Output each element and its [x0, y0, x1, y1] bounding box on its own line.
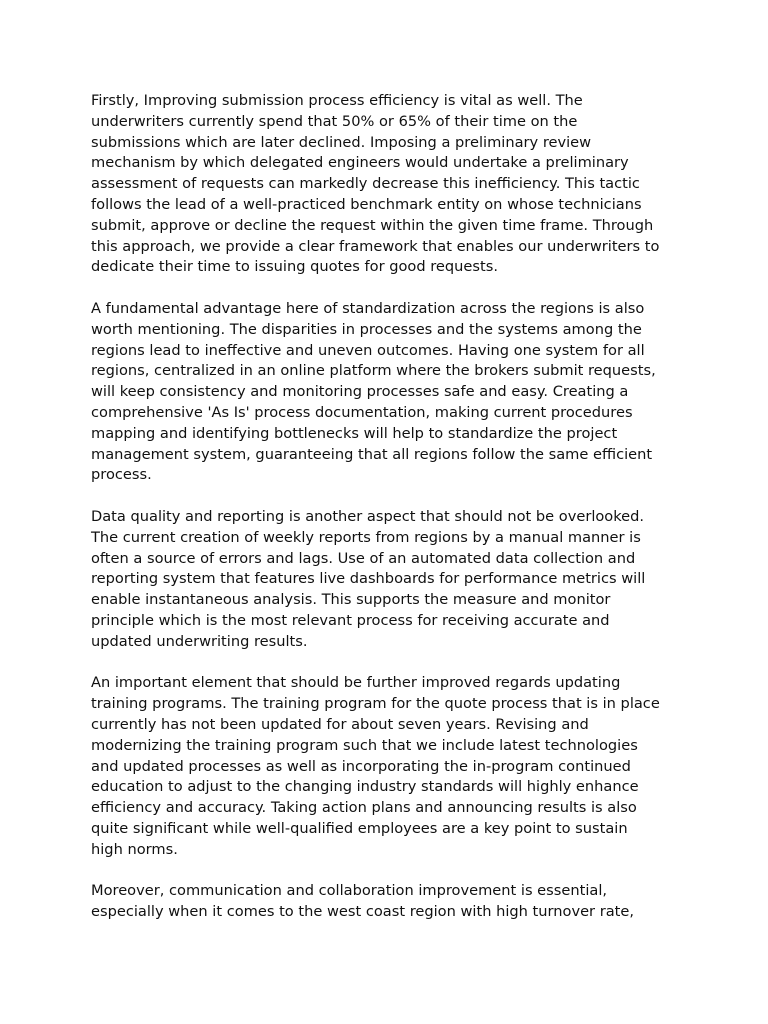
- paragraph-line: Data quality and reporting is another aspect that should not be overlooked.: [91, 507, 645, 525]
- paragraph-line: quite significant while well-qualified employees are a key point to sustain: [91, 819, 628, 837]
- paragraph-line: mapping and identifying bottlenecks will help to standardize the project: [91, 424, 618, 442]
- paragraph-line: often a source of errors and lags. Use of an automated data collection and: [91, 549, 636, 567]
- paragraph-line: comprehensive 'As Is' process documentation, making current procedures: [91, 403, 633, 421]
- paragraph-line: enable instantaneous analysis. This supports the measure and monitor: [91, 591, 611, 609]
- document-body: [91, 91, 681, 944]
- paragraph-line: high norms.: [91, 840, 178, 858]
- paragraph-line: underwriters currently spend that 50% or 65% of their time on the: [91, 112, 578, 130]
- paragraph-submission-efficiency: [91, 91, 681, 278]
- paragraph-line: Moreover, communication and collaboration improvement is essential,: [91, 882, 608, 900]
- paragraph-line: Firstly, Improving submission process efficiency is vital as well. The: [91, 92, 583, 109]
- paragraph-line: management system, guaranteeing that all regions follow the same efficient: [91, 445, 653, 463]
- paragraph-line: worth mentioning. The disparities in processes and the systems among the: [91, 320, 642, 338]
- paragraph-line: currently has not been updated for about seven years. Revising and: [91, 715, 589, 733]
- paragraph-line: regions, centralized in an online platform where the brokers submit requests,: [91, 362, 656, 380]
- paragraph-line: will keep consistency and monitoring processes safe and easy. Creating a: [91, 383, 629, 401]
- paragraph-line: training programs. The training program for the quote process that is in place: [91, 695, 660, 713]
- paragraph-line: A fundamental advantage here of standardization across the regions is also: [91, 299, 645, 317]
- paragraph-training-programs: [91, 673, 681, 860]
- paragraph-communication: [91, 881, 681, 923]
- paragraph-line: dedicate their time to issuing quotes for good requests.: [91, 258, 498, 276]
- paragraph-line: The current creation of weekly reports from regions by a manual manner is: [91, 528, 641, 546]
- paragraph-line: process.: [91, 466, 152, 484]
- paragraph-standardization: [91, 299, 681, 486]
- paragraph-data-quality: [91, 507, 681, 653]
- paragraph-line: especially when it comes to the west coast region with high turnover rate,: [91, 903, 634, 921]
- paragraph-line: reporting system that features live dashboards for performance metrics will: [91, 570, 646, 588]
- paragraph-line: submissions which are later declined. Imposing a preliminary review: [91, 133, 592, 151]
- paragraph-line: assessment of requests can markedly decrease this inefficiency. This tactic: [91, 175, 640, 193]
- paragraph-line: submit, approve or decline the request within the given time frame. Through: [91, 216, 654, 234]
- paragraph-line: this approach, we provide a clear framework that enables our underwriters to: [91, 237, 660, 255]
- paragraph-line: mechanism by which delegated engineers would undertake a preliminary: [91, 154, 629, 172]
- paragraph-line: modernizing the training program such that we include latest technologies: [91, 736, 638, 754]
- paragraph-line: An important element that should be further improved regards updating: [91, 674, 621, 692]
- paragraph-line: education to adjust to the changing industry standards will highly enhance: [91, 778, 639, 796]
- paragraph-line: updated underwriting results.: [91, 632, 308, 650]
- paragraph-line: efficiency and accuracy. Taking action plans and announcing results is also: [91, 799, 637, 817]
- paragraph-line: regions lead to ineffective and uneven outcomes. Having one system for all: [91, 341, 645, 359]
- paragraph-line: follows the lead of a well-practiced benchmark entity on whose technicians: [91, 195, 642, 213]
- paragraph-line: and updated processes as well as incorporating the in-program continued: [91, 757, 631, 775]
- paragraph-line: principle which is the most relevant process for receiving accurate and: [91, 611, 610, 629]
